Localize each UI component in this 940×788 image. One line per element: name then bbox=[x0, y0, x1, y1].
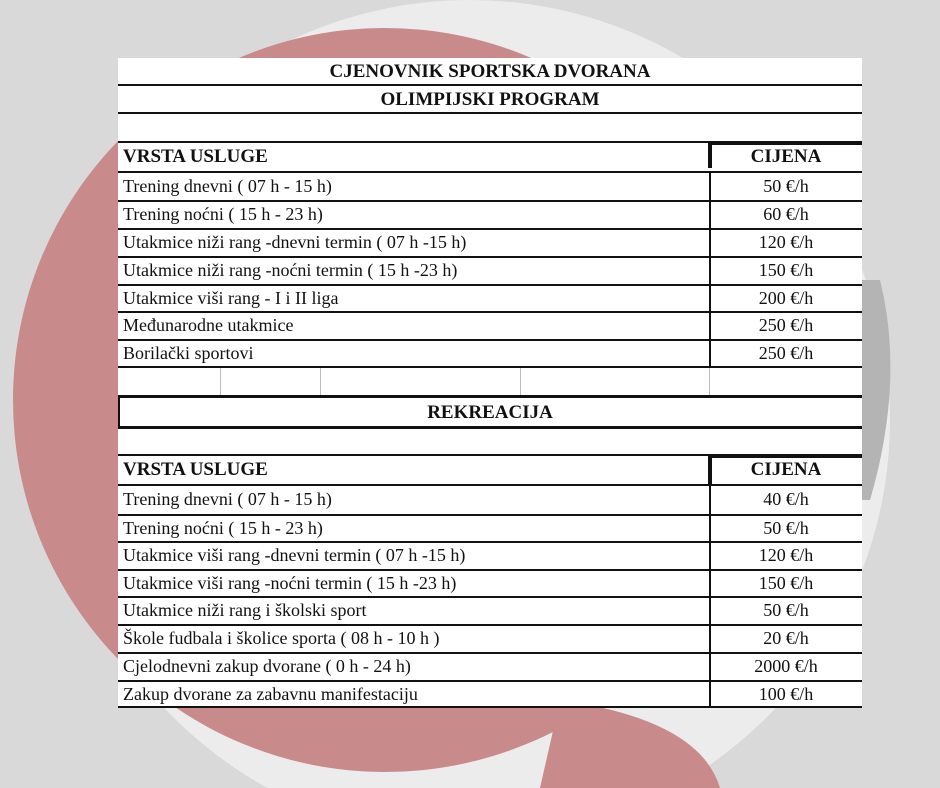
service-price: 50 €/h bbox=[763, 176, 809, 196]
program-title: OLIMPIJSKI PROGRAM bbox=[380, 88, 600, 110]
service-column-header: VRSTA USLUGE bbox=[123, 146, 268, 167]
recreation-header-row bbox=[118, 456, 862, 484]
service-name: Trening dnevni ( 07 h - 15 h) bbox=[123, 489, 332, 509]
price-column-header: CIJENA bbox=[750, 146, 822, 167]
table-row bbox=[118, 340, 862, 367]
service-price: 120 €/h bbox=[758, 545, 814, 565]
service-price: 50 €/h bbox=[763, 600, 809, 620]
price-column-header: CIJENA bbox=[750, 459, 822, 480]
service-name: Trening noćni ( 15 h - 23 h) bbox=[123, 518, 323, 538]
service-name: Cjelodnevni zakup dvorane ( 0 h - 24 h) bbox=[123, 656, 411, 676]
price-list-title-row bbox=[118, 58, 862, 85]
service-price: 150 €/h bbox=[758, 573, 814, 593]
table-row bbox=[118, 597, 862, 624]
service-name: Utakmice viši rang -noćni termin ( 15 h -23 h) bbox=[123, 573, 457, 593]
service-price: 150 €/h bbox=[758, 260, 814, 280]
table-row bbox=[118, 173, 862, 200]
service-name: Borilački sportovi bbox=[123, 343, 254, 363]
olympic-header-row bbox=[118, 143, 862, 171]
service-name: Utakmice niži rang i školski sport bbox=[123, 600, 367, 620]
table-row bbox=[118, 285, 862, 312]
service-name: Utakmice viši rang - I i II liga bbox=[123, 288, 339, 308]
service-price: 120 €/h bbox=[758, 232, 814, 252]
service-price: 20 €/h bbox=[763, 628, 809, 648]
table-row bbox=[118, 312, 862, 339]
service-price: 50 €/h bbox=[763, 518, 809, 538]
table-row bbox=[118, 570, 862, 597]
table-row bbox=[118, 515, 862, 542]
service-name: Zakup dvorane za zabavnu manifestaciju bbox=[123, 684, 418, 704]
service-price: 250 €/h bbox=[758, 315, 814, 335]
service-name: Trening dnevni ( 07 h - 15 h) bbox=[123, 176, 332, 196]
price-list-sheet bbox=[118, 58, 862, 708]
table-row bbox=[118, 257, 862, 284]
service-name: Utakmice niži rang -dnevni termin ( 07 h -15 h) bbox=[123, 232, 467, 252]
service-price: 100 €/h bbox=[758, 684, 814, 704]
price-list-title: CJENOVNIK SPORTSKA DVORANA bbox=[329, 60, 651, 82]
service-name: Trening noćni ( 15 h - 23 h) bbox=[123, 204, 323, 224]
table-row bbox=[118, 625, 862, 652]
service-name: Međunarodne utakmice bbox=[123, 315, 294, 335]
table-row bbox=[118, 653, 862, 680]
service-price: 2000 €/h bbox=[754, 656, 818, 676]
service-price: 200 €/h bbox=[758, 288, 814, 308]
service-price: 40 €/h bbox=[763, 489, 809, 509]
table-row bbox=[118, 201, 862, 228]
service-name: Utakmice viši rang -dnevni termin ( 07 h -15 h) bbox=[123, 545, 466, 565]
table-row bbox=[118, 229, 862, 256]
table-row bbox=[118, 681, 862, 708]
service-price: 250 €/h bbox=[758, 343, 814, 363]
service-name: Utakmice niži rang -noćni termin ( 15 h -23 h) bbox=[123, 260, 458, 280]
service-column-header: VRSTA USLUGE bbox=[123, 459, 268, 480]
service-price: 60 €/h bbox=[763, 204, 809, 224]
program-title-row bbox=[118, 86, 862, 113]
service-name: Škole fudbala i školice sporta ( 08 h - 10 h ) bbox=[123, 628, 440, 648]
table-row bbox=[118, 486, 862, 513]
table-row bbox=[118, 542, 862, 569]
recreation-title: REKREACIJA bbox=[427, 401, 553, 423]
recreation-title-row bbox=[118, 398, 862, 427]
